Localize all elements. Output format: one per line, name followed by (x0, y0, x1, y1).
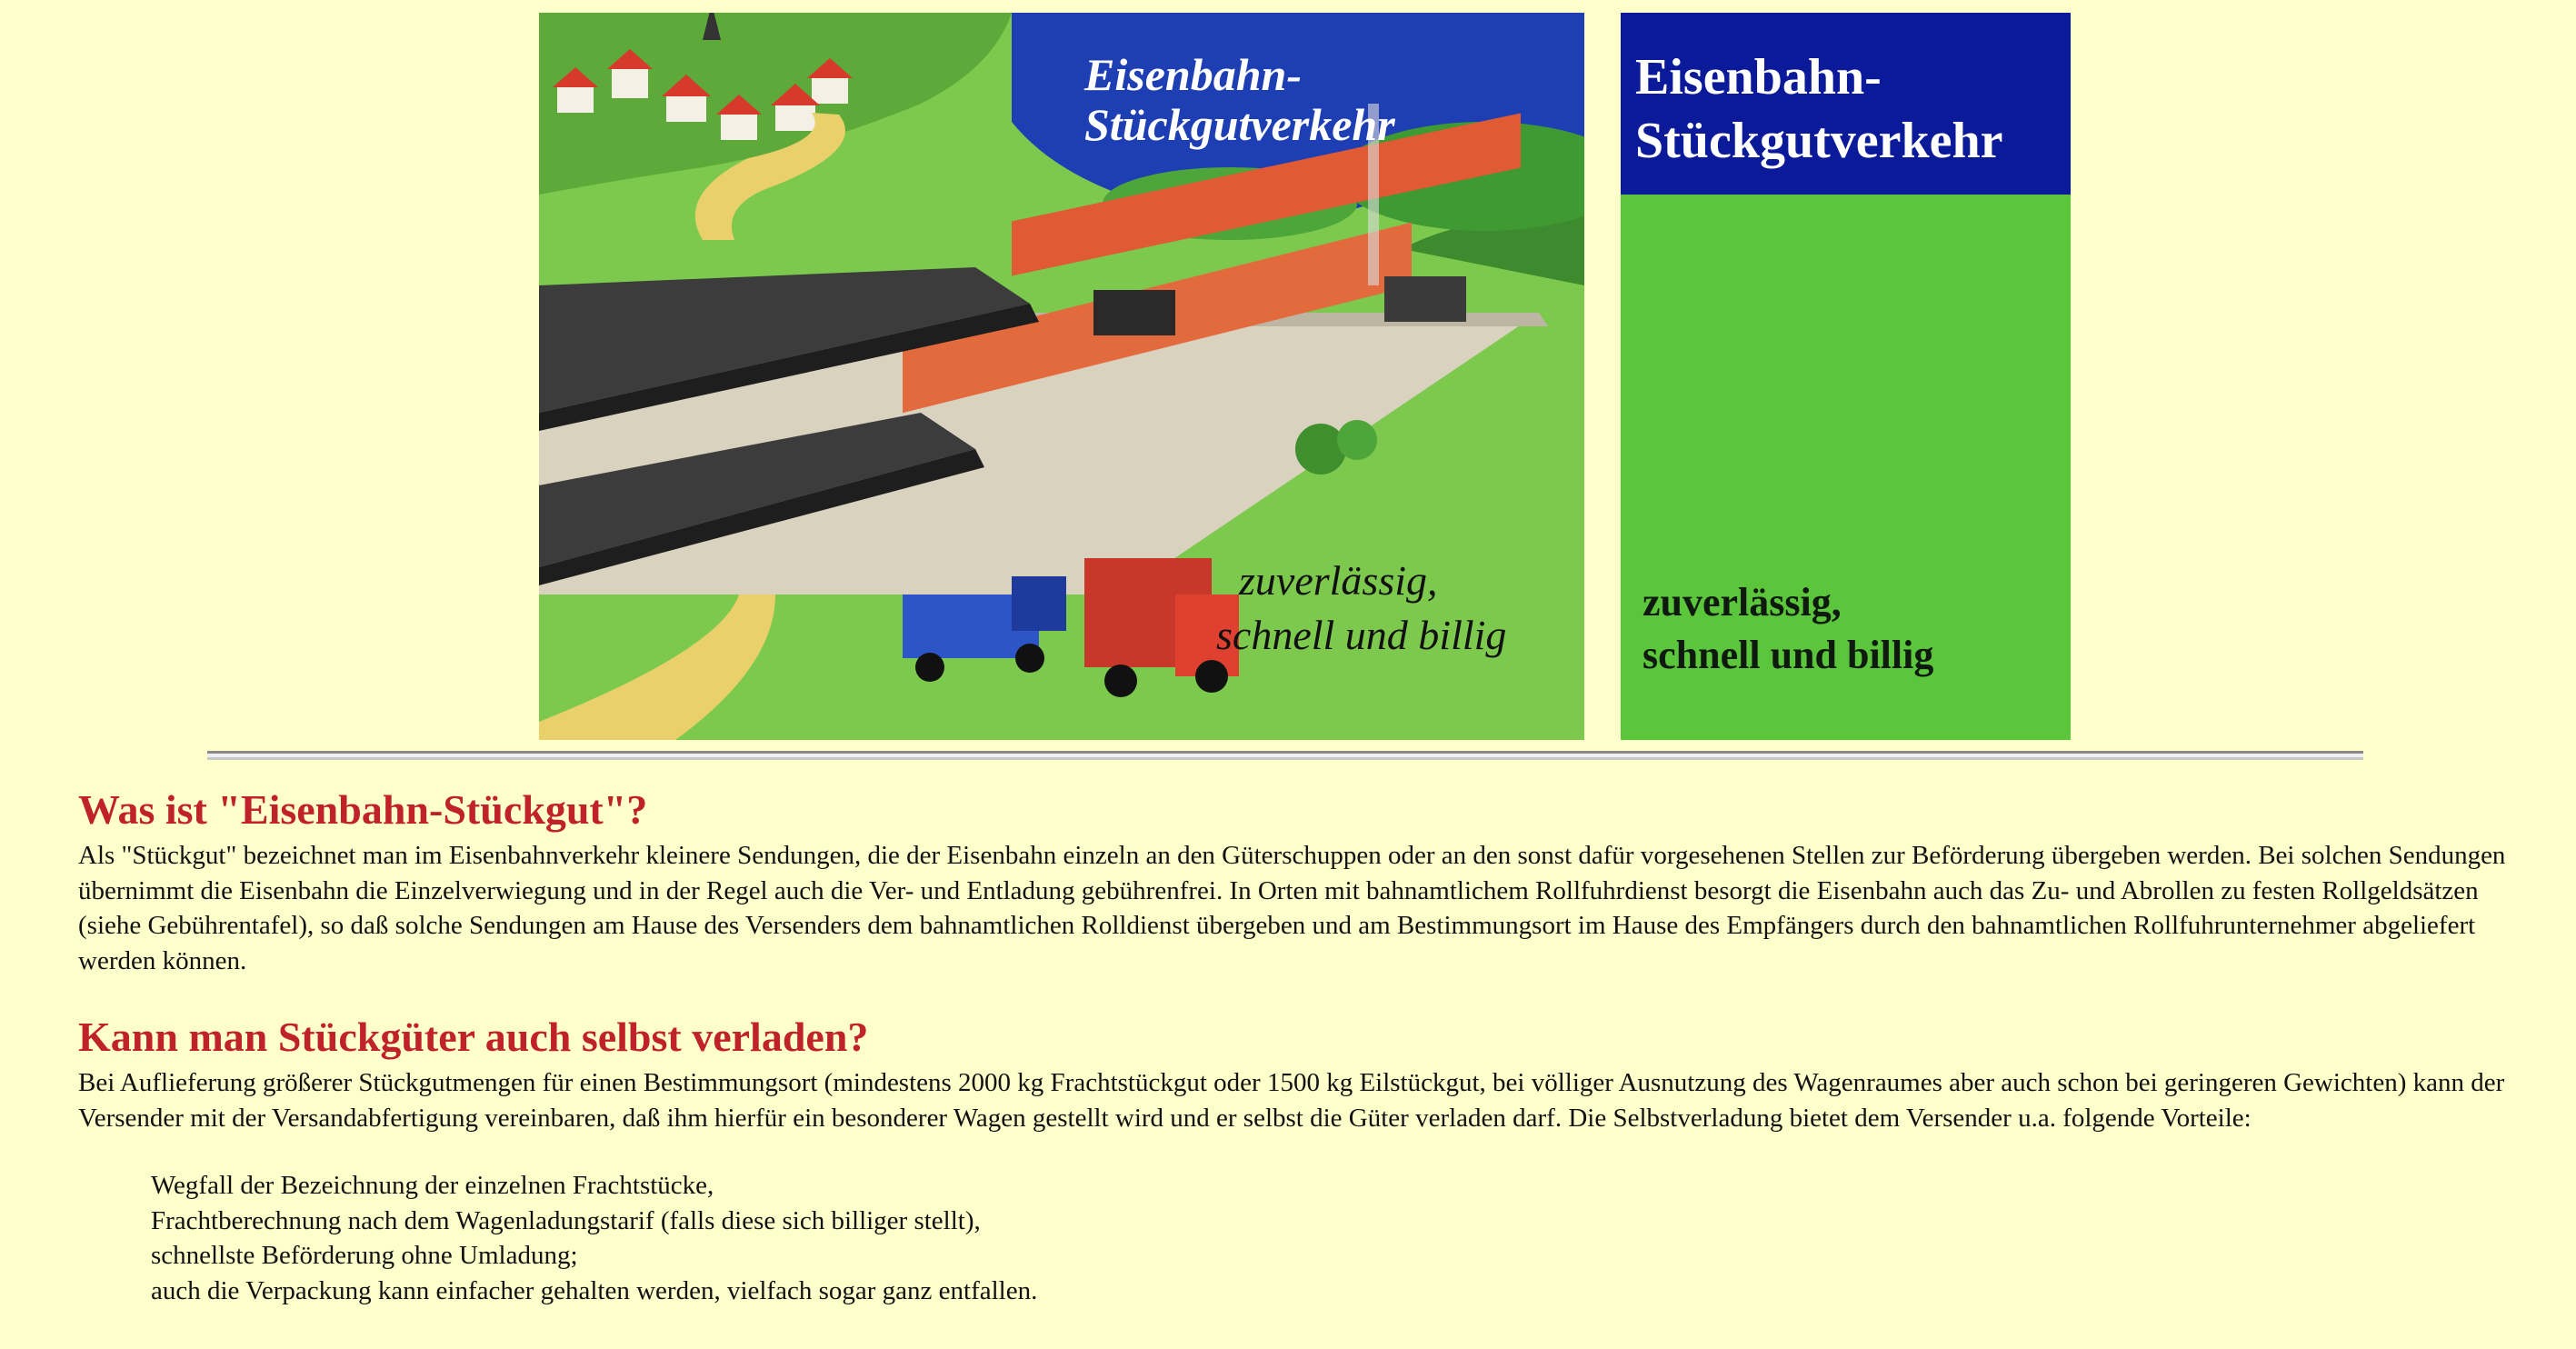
list-item: Frachtberechnung nach dem Wagenladungstarif (falls diese sich billiger stellt), (151, 1205, 981, 1235)
poster-headline-line2: Stückgutverkehr (1084, 99, 1395, 150)
article-content (78, 784, 2532, 1308)
caption-title (1621, 13, 2071, 195)
caption-slogan-line1: zuverlässig, (1642, 580, 1842, 625)
caption-title-line1: Eisenbahn- (1635, 49, 1882, 105)
caption-slogan-line2: schnell und billig (1642, 633, 1934, 677)
poster-illustration (539, 13, 1584, 740)
section-body: Bei Auflieferung größerer Stückgutmengen für einen Bestimmungsort (mindestens 2000 kg Frachtstückgut oder 1500 kg Eilstückgut, bei völliger Ausnutzung des Wagenraumes aber auch schon bei geringeren Gewichten) kann der Versender mit der Versandabfertigung vereinbaren, daß ihm hierfür ein besonderer Wagen gestellt wird und er selbst die Güter verladen darf. Die Selbstverladung bietet dem Versender u.a. folgende Vorteile: (78, 1068, 2505, 1133)
poster-slogan-line2: schnell und billig (1216, 612, 1507, 658)
poster-caption-box (1621, 13, 2071, 740)
poster-headline-line1: Eisenbahn- (1084, 49, 1302, 100)
horizontal-divider (207, 751, 2363, 760)
section-self-loading (78, 1011, 2532, 1308)
benefits-list (78, 1168, 2532, 1308)
caption-slogan (1642, 576, 1933, 682)
list-item: auch die Verpackung kann einfacher gehalten werden, vielfach sogar ganz entfallen. (151, 1275, 1038, 1305)
poster-artwork (539, 13, 1584, 740)
list-item: Wegfall der Bezeichnung der einzelnen Frachtstücke, (151, 1171, 714, 1200)
section-what-is-stueckgut (78, 784, 2532, 978)
section-heading: Kann man Stückgüter auch selbst verladen? (78, 1014, 869, 1060)
poster-slogan-line1: zuverlässig, (1239, 557, 1438, 604)
caption-title-line2: Stückgutverkehr (1635, 113, 2003, 169)
section-heading: Was ist "Eisenbahn-Stückgut"? (78, 786, 648, 833)
list-item: schnellste Beförderung ohne Umladung; (151, 1241, 578, 1270)
section-body: Als "Stückgut" bezeichnet man im Eisenbahnverkehr kleinere Sendungen, die der Eisenbahn einzeln an den Güterschuppen oder an den sonst dafür vorgesehenen Stellen zur Beförderung übergeben werden. Bei solchen Sendungen übernimmt die Eisenbahn die Einzelverwiegung und in der Regel auch die Ver- und Entladung gebührenfrei. In Orten mit bahnamtlichem Rollfuhrdienst besorgt die Eisenbahn auch das Zu- und Abrollen zu festen Rollgeldsätzen (siehe Gebührentafel), so daß solche Sendungen am Hause des Versenders dem bahnamtlichen Rolldienst übergeben und am Bestimmungsort im Hause des Empfängers durch den bahnamtlichen Rollfuhrunternehmer abgeliefert werden können. (78, 841, 2506, 975)
